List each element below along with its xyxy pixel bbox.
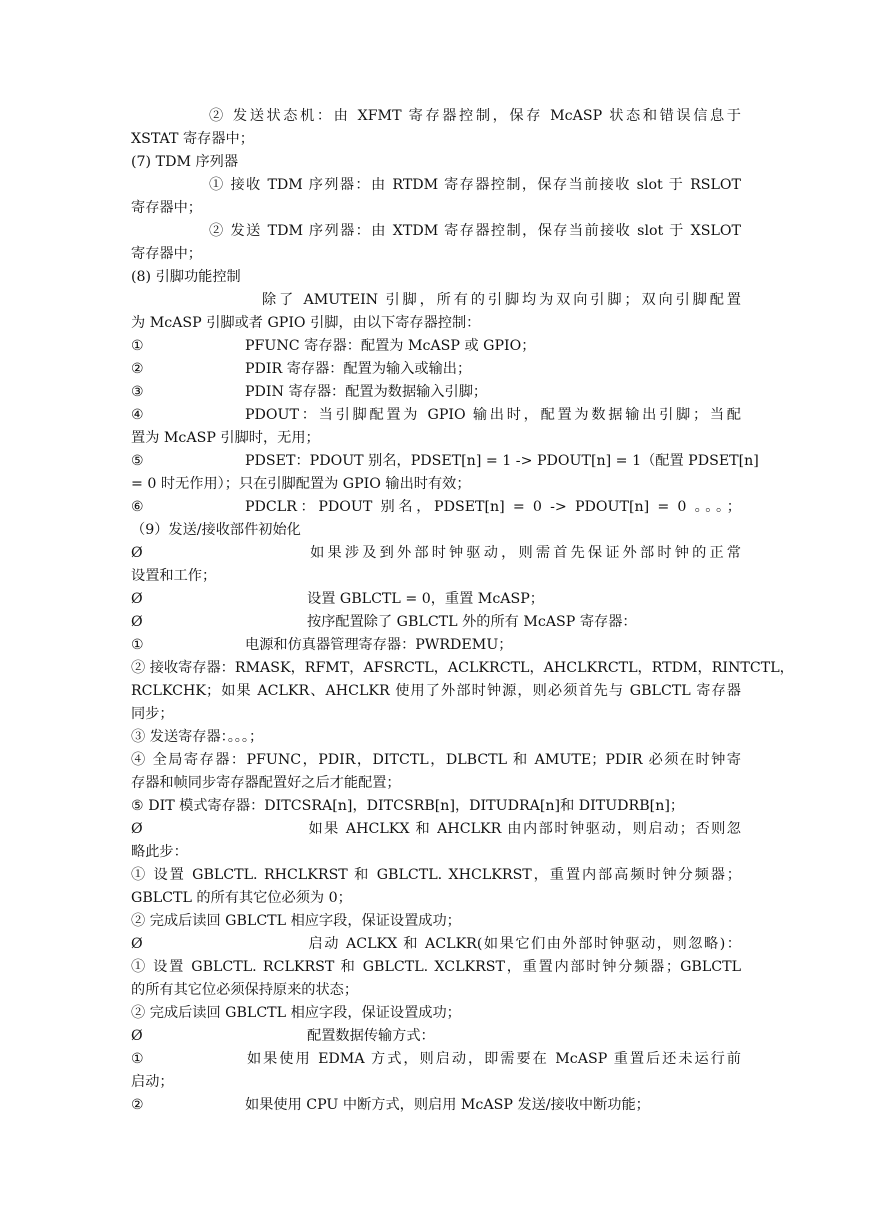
list-text: 启动 ACLKX 和 ACLKR(如果它们由外部时钟驱动，则忽略)： [307,936,741,952]
list-text: PDCLR：PDOUT 别名，PDSET[n] = 0 -> PDOUT[n] = 0 。。。； [245,499,741,515]
list-text: PDOUT：当引脚配置为 GPIO 输出时，配置为数据输出引脚；当配 [245,407,741,423]
list-text: 按序配置除了 GBLCTL 外的所有 McASP 寄存器： [307,614,637,630]
text-line: ① 设置 GBLCTL. RHCLKRST 和 GBLCTL. XHCLKRST，重置内部高频时钟分频器； [131,867,741,883]
list-text: 如果 AHCLKX 和 AHCLKR 由内部时钟驱动，则启动；否则忽 [307,821,741,837]
list-marker: ④ [131,407,144,423]
list-marker: ① [131,637,144,653]
list-item [131,818,741,841]
bullet-marker: Ø [131,821,143,837]
list-item [131,404,741,427]
list-item [131,450,759,473]
text-line: GBLCTL 的所有其它位必须为 0； [131,890,352,906]
text-line: 启动； [131,1074,174,1090]
list-item [131,358,741,381]
list-item [131,381,741,404]
text-line: = 0 时无作用）；只在引脚配置为 GPIO 输出时有效； [131,476,471,492]
text-line: ③ 发送寄存器：。。。； [131,729,264,745]
list-marker: ① [131,338,144,354]
list-text: PDSET：PDOUT 别名，PDSET[n] = 1 -> PDOUT[n] = 1（配置 PDSET[n] [245,453,759,469]
text-line: ② 发送状态机：由 XFMT 寄存器控制，保存 McASP 状态和错误信息于 [209,108,741,124]
text-line: ② 完成后读回 GBLCTL 相应字段，保证设置成功； [131,913,461,929]
text-line: 的所有其它位必须保持原来的状态； [131,982,359,998]
text-line: 为 McASP 引脚或者 GPIO 引脚，由以下寄存器控制： [131,315,481,331]
bullet-marker: Ø [131,545,143,561]
list-text: PDIN 寄存器：配置为数据输入引脚； [245,384,488,400]
text-line: XSTAT 寄存器中； [131,131,254,147]
text-line: 略此步： [131,844,188,860]
list-text: 配置数据传输方式： [307,1028,435,1044]
list-item [131,1048,741,1071]
text-line: ④ 全局寄存器：PFUNC，PDIR，DITCTL，DLBCTL 和 AMUTE；PDIR 必须在时钟寄 [131,752,741,768]
bullet-marker: Ø [131,591,143,607]
text-line: ② 完成后读回 GBLCTL 相应字段，保证设置成功； [131,1005,461,1021]
bullet-marker: Ø [131,936,143,952]
list-marker: ⑤ [131,453,144,469]
list-marker: ③ [131,384,144,400]
text-line: ⑤ DIT 模式寄存器：DITCSRA[n]，DITCSRB[n]，DITUDRA[n]和 DITUDRB[n]； [131,798,685,814]
bullet-marker: Ø [131,1028,143,1044]
list-item [131,542,741,565]
bullet-marker: Ø [131,614,143,630]
text-line: 置为 McASP 引脚时，无用； [131,430,320,446]
list-text: 电源和仿真器管理寄存器：PWRDEMU； [245,637,513,653]
text-line: 除了 AMUTEIN 引脚，所有的引脚均为双向引脚；双向引脚配置 [262,292,741,308]
text-line: ② 接收寄存器：RMASK，RFMT，AFSRCTL，ACLKRCTL，AHCLKRCTL，RTDM，RINTCTL， [131,660,794,676]
list-item [131,1094,741,1117]
section-heading: （9）发送/接收部件初始化 [131,522,301,538]
list-item [131,933,741,956]
text-line: ① 设置 GBLCTL. RCLKRST 和 GBLCTL. XCLKRST，重置内部时钟分频器；GBLCTL [131,959,741,975]
list-item [131,496,741,519]
list-marker: ① [131,1051,144,1067]
list-marker: ② [131,361,144,377]
text-line: 寄存器中； [131,200,202,216]
list-item [131,335,741,358]
list-text: 设置 GBLCTL = 0，重置 McASP； [307,591,544,607]
text-line: 同步； [131,706,174,722]
text-line: 寄存器中； [131,246,202,262]
text-line: 存器和帧同步寄存器配置好之后才能配置； [131,775,401,791]
list-item [131,588,741,611]
list-marker: ② [131,1097,144,1113]
list-text: 如果使用 EDMA 方式，则启动，即需要在 McASP 重置后还未运行前 [245,1051,741,1067]
text-line: RCLKCHK；如果 ACLKR、AHCLKR 使用了外部时钟源，则必须首先与 GBLCTL 寄存器 [131,683,741,699]
list-text: PFUNC 寄存器：配置为 McASP 或 GPIO； [245,338,536,354]
list-text: 如果使用 CPU 中断方式，则启用 McASP 发送/接收中断功能； [245,1097,650,1113]
list-marker: ⑥ [131,499,144,515]
list-item [131,1025,741,1048]
text-line: ② 发送 TDM 序列器：由 XTDM 寄存器控制，保存当前接收 slot 于 XSLOT [209,223,741,239]
section-heading: (7) TDM 序列器 [131,154,239,170]
list-text: 如果涉及到外部时钟驱动，则需首先保证外部时钟的正常 [307,545,741,561]
list-item [131,634,741,657]
text-line: 设置和工作； [131,568,217,584]
list-item [131,611,741,634]
section-heading: (8) 引脚功能控制 [131,269,241,285]
list-text: PDIR 寄存器：配置为输入或输出； [245,361,472,377]
text-line: ① 接收 TDM 序列器：由 RTDM 寄存器控制，保存当前接收 slot 于 RSLOT [209,177,741,193]
